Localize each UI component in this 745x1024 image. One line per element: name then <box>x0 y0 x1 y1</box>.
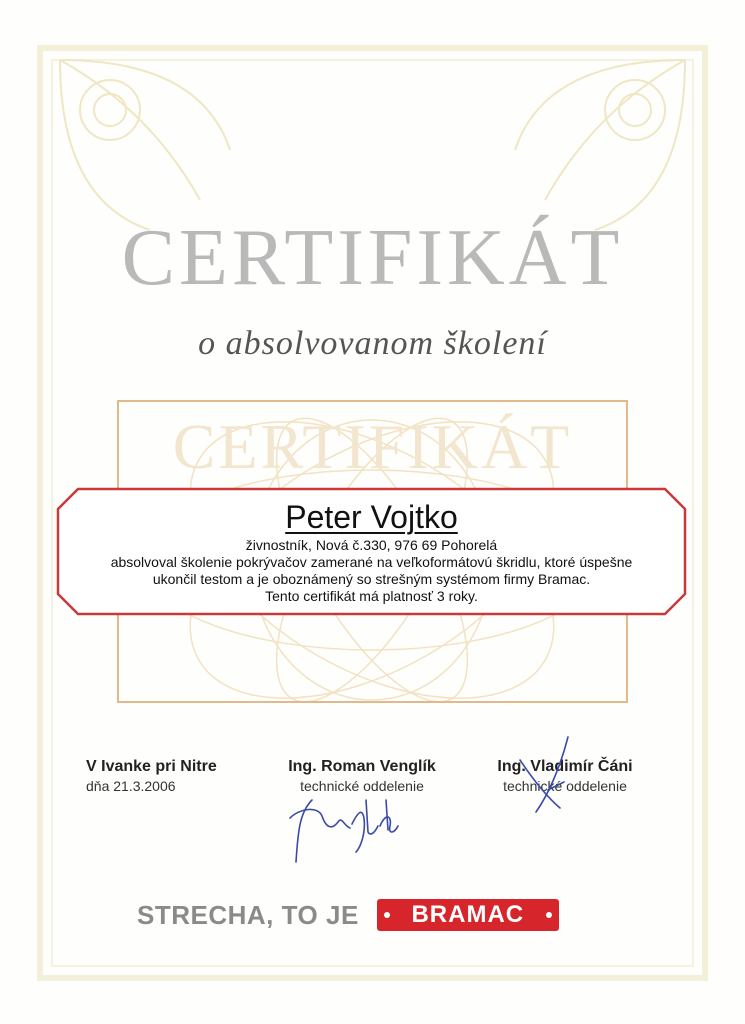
signatory-1-name: Ing. Roman Venglík <box>288 758 436 775</box>
bramac-logo <box>377 899 559 931</box>
recipient-address: živnostník, Nová č.330, 976 69 Pohorelá <box>245 537 498 553</box>
issue-place: V Ivanke pri Nitre <box>86 758 217 775</box>
watermark-text: CERTIFIKÁT <box>172 411 573 482</box>
certificate-subtitle: o absolvovanom školení <box>198 325 547 362</box>
logo-dot-right <box>546 912 552 918</box>
certificate-body-line-2: ukončil testom a je oboznámený so strešným systémom firmy Bramac. <box>152 571 591 587</box>
signatory-2-name: Ing. Vladimír Čáni <box>497 758 633 775</box>
footer-brand-line <box>137 895 559 935</box>
signatory-2-department: technické oddelenie <box>503 778 627 794</box>
signatory-1-department: technické oddelenie <box>300 778 424 794</box>
signature-2 <box>520 737 568 812</box>
footer-slogan: STRECHA, TO JE <box>137 899 359 930</box>
logo-dot-left <box>384 912 390 918</box>
logo-text: BRAMAC <box>411 901 525 928</box>
certificate-body-line-1: absolvoval školenie pokrývačov zamerané na veľkoformátovú škridlu, ktoré úspešne <box>110 554 633 570</box>
certificate-title: CERTIFIKÁT <box>121 214 624 302</box>
recipient-name: Peter Vojtko <box>285 499 458 535</box>
certificate-validity: Tento certifikát má platnosť 3 roky. <box>265 588 478 604</box>
signature-1 <box>290 800 398 862</box>
issue-date: dňa 21.3.2006 <box>86 778 176 794</box>
